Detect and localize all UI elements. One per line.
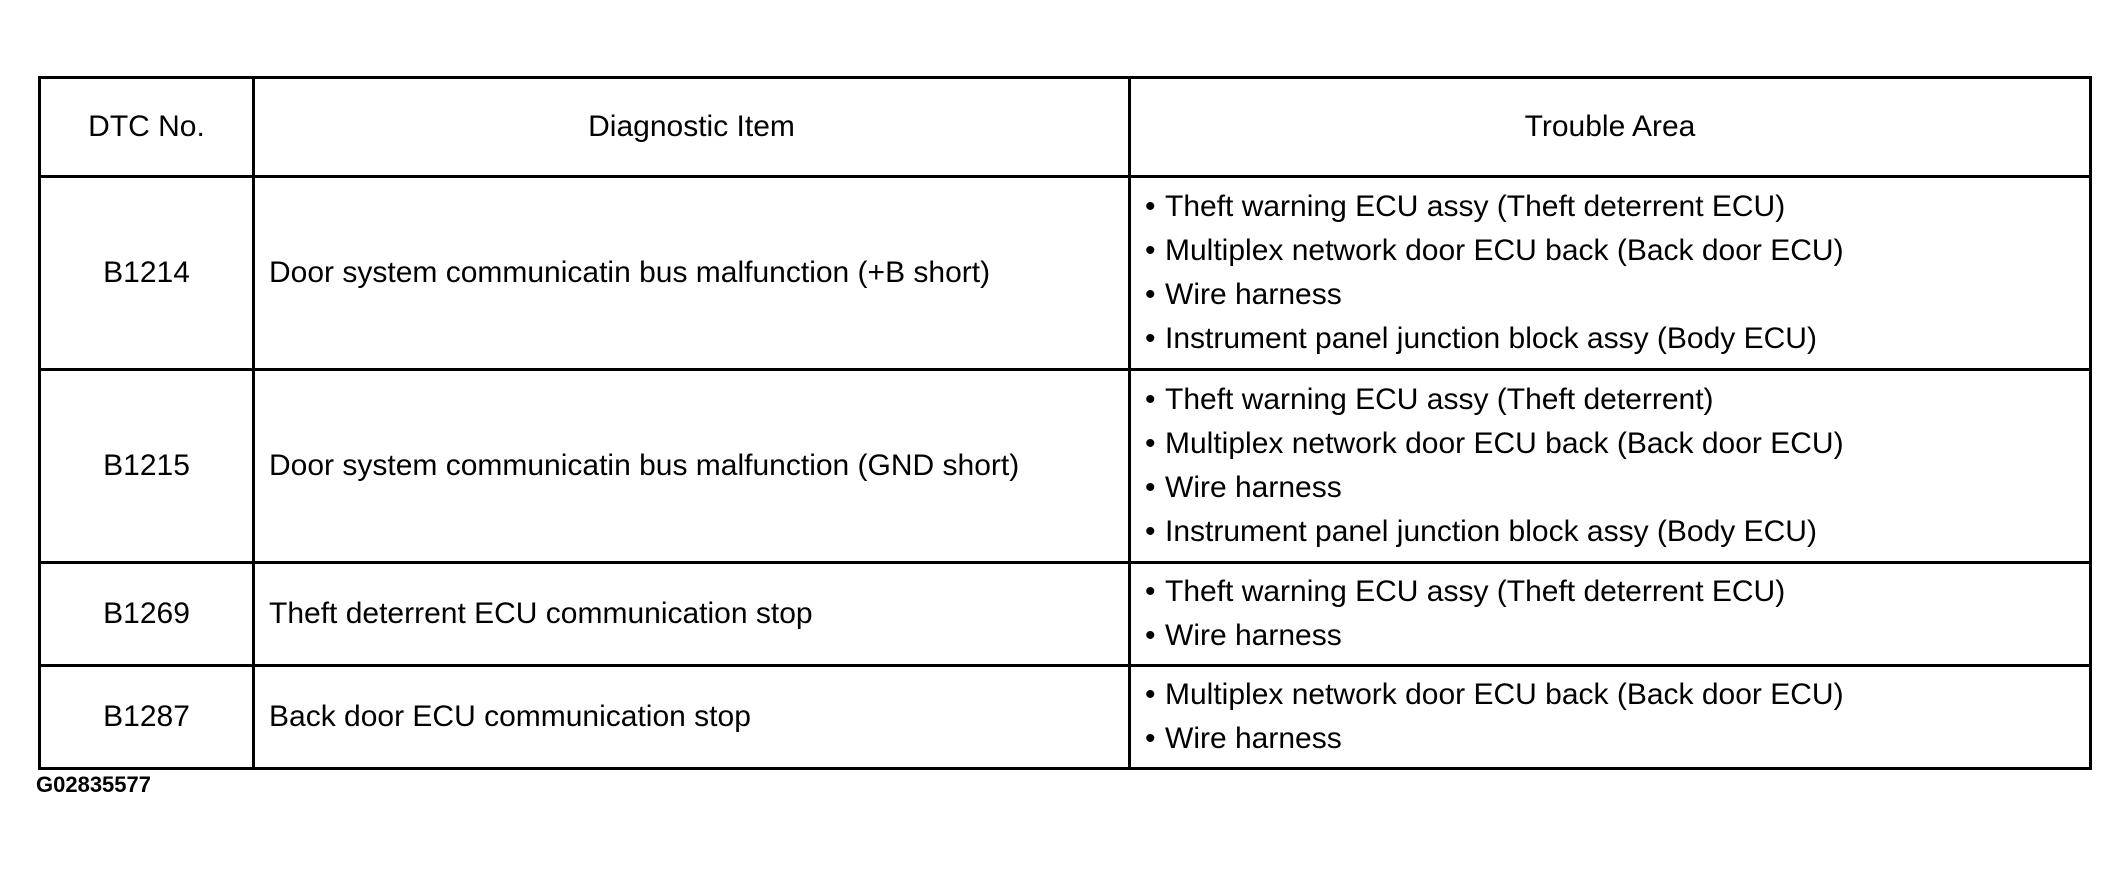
table-row bbox=[40, 370, 2091, 563]
trouble-area-item: • Wire harness bbox=[1145, 273, 2075, 317]
dtc-code: B1269 bbox=[40, 563, 254, 666]
trouble-area bbox=[1130, 177, 2091, 370]
trouble-area-list bbox=[1145, 570, 2075, 658]
dtc-table bbox=[38, 76, 2092, 770]
trouble-area-list bbox=[1145, 673, 2075, 761]
diagnostic-item: Door system communicatin bus malfunction (+B short) bbox=[254, 177, 1130, 370]
header-diagnostic-item: Diagnostic Item bbox=[254, 78, 1130, 177]
trouble-area-item: • Multiplex network door ECU back (Back door ECU) bbox=[1145, 229, 2075, 273]
trouble-area-item: • Wire harness bbox=[1145, 717, 2075, 761]
header-dtc-no: DTC No. bbox=[40, 78, 254, 177]
trouble-area-list bbox=[1145, 378, 2075, 554]
dtc-code: B1215 bbox=[40, 370, 254, 563]
trouble-area bbox=[1130, 563, 2091, 666]
trouble-area-item: • Multiplex network door ECU back (Back door ECU) bbox=[1145, 673, 2075, 717]
trouble-area bbox=[1130, 666, 2091, 769]
trouble-area-item: • Theft warning ECU assy (Theft deterrent ECU) bbox=[1145, 570, 2075, 614]
dtc-code: B1287 bbox=[40, 666, 254, 769]
trouble-area-item: • Theft warning ECU assy (Theft deterrent) bbox=[1145, 378, 2075, 422]
header-row bbox=[40, 78, 2091, 177]
dtc-code: B1214 bbox=[40, 177, 254, 370]
trouble-area-item: • Theft warning ECU assy (Theft deterrent ECU) bbox=[1145, 185, 2075, 229]
figure-id: G02835577 bbox=[36, 772, 151, 797]
header-trouble-area: Trouble Area bbox=[1130, 78, 2091, 177]
table-row bbox=[40, 563, 2091, 666]
diagnostic-item: Theft deterrent ECU communication stop bbox=[254, 563, 1130, 666]
trouble-area bbox=[1130, 370, 2091, 563]
table-row bbox=[40, 177, 2091, 370]
trouble-area-item: • Wire harness bbox=[1145, 614, 2075, 658]
diagnostic-item: Door system communicatin bus malfunction (GND short) bbox=[254, 370, 1130, 563]
trouble-area-item: • Instrument panel junction block assy (Body ECU) bbox=[1145, 317, 2075, 361]
trouble-area-item: • Wire harness bbox=[1145, 466, 2075, 510]
diagnostic-item: Back door ECU communication stop bbox=[254, 666, 1130, 769]
trouble-area-item: • Multiplex network door ECU back (Back door ECU) bbox=[1145, 422, 2075, 466]
trouble-area-list bbox=[1145, 185, 2075, 361]
trouble-area-item: • Instrument panel junction block assy (Body ECU) bbox=[1145, 510, 2075, 554]
table-row bbox=[40, 666, 2091, 769]
